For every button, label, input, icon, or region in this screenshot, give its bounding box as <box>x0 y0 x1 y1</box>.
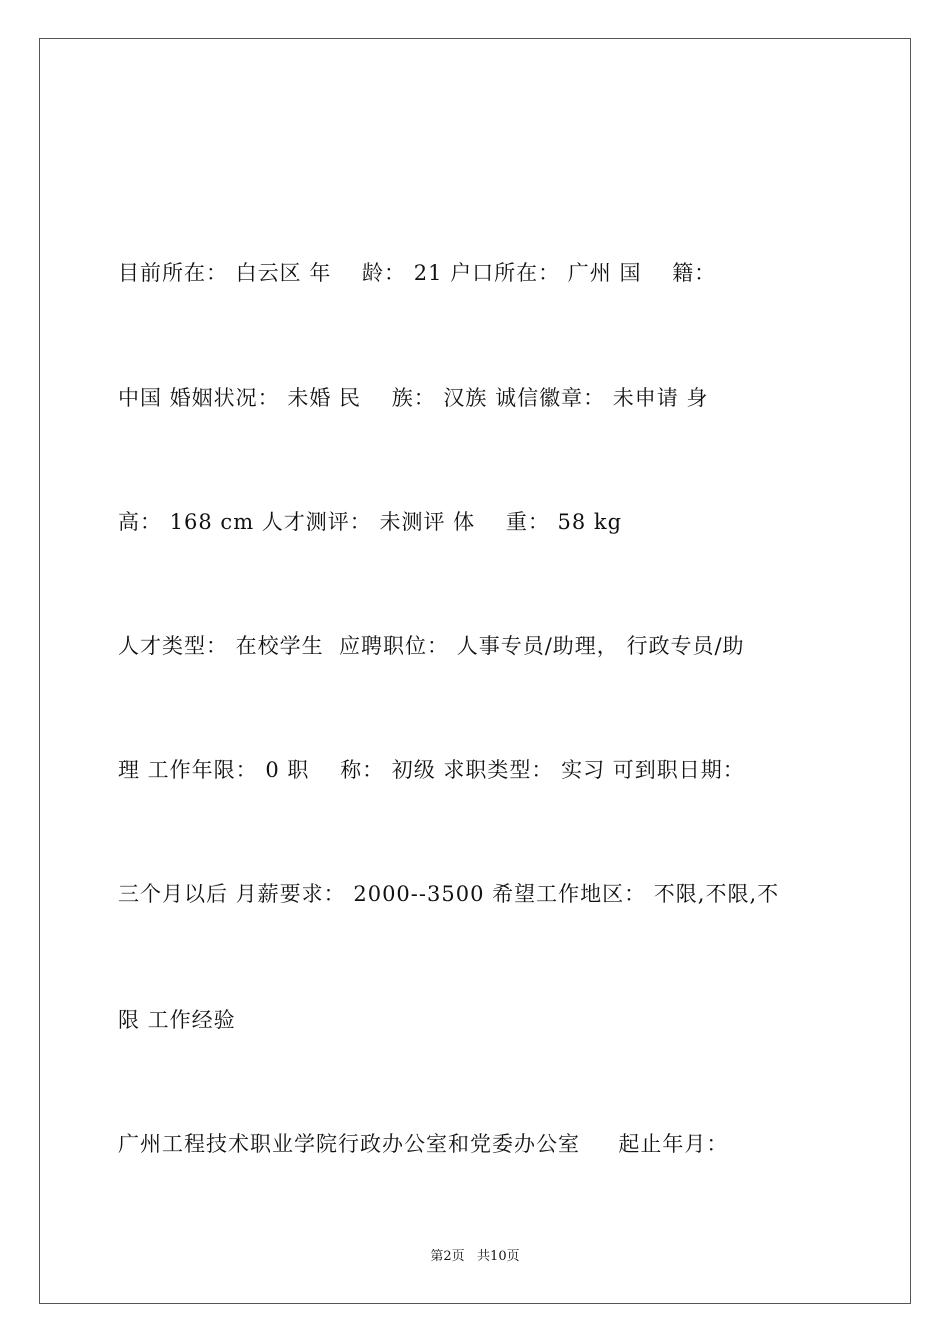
text-line-8: 广州工程技术职业学院行政办公室和党委办公室 起止年月： <box>118 1132 729 1156</box>
text-line-3: 高： 168 cm 人才测评： 未测评 体 重： 58 kg <box>118 510 623 534</box>
text-line-2: 中国 婚姻状况： 未婚 民 族： 汉族 诚信徽章： 未申请 身 <box>118 386 709 410</box>
text-line-4: 人才类型： 在校学生 应聘职位： 人事专员/助理， 行政专员/助 <box>118 634 745 658</box>
text-line-7: 限 工作经验 <box>118 1008 236 1032</box>
page-border <box>39 38 911 1304</box>
text-line-5: 理 工作年限： 0 职 称： 初级 求职类型： 实习 可到职日期： <box>118 758 745 782</box>
text-line-1: 目前所在： 白云区 年 龄： 21 户口所在： 广州 国 籍： <box>118 261 717 285</box>
page-number: 第2页 共10页 <box>430 1249 520 1264</box>
text-line-6: 三个月以后 月薪要求： 2000--3500 希望工作地区： 不限,不限,不 <box>118 882 780 906</box>
